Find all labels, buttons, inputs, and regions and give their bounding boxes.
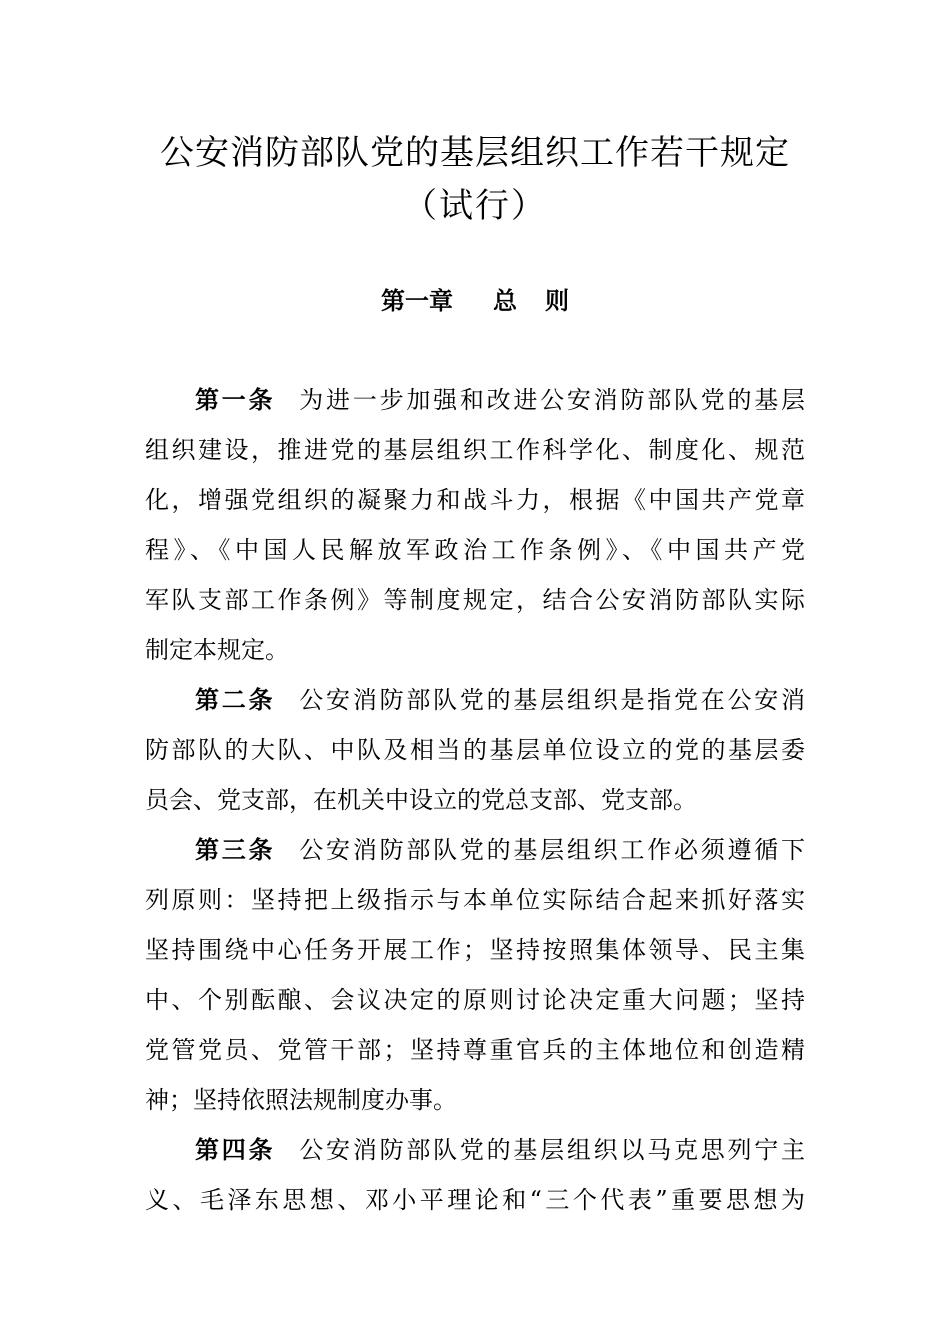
article-3-label: 第三条: [195, 836, 276, 864]
article-1-line: 化，增强党组织的凝聚力和战斗力，根据《中国共产党章: [145, 486, 805, 514]
article-4-line: 义、毛泽东思想、邓小平理论和“三个代表”重要思想为: [145, 1186, 805, 1214]
chapter-heading: [0, 284, 950, 318]
article-1-line: 制定本规定。: [145, 636, 289, 664]
article-2-line: 第二条 公安消防部队党的基层组织是指党在公安消: [195, 686, 805, 714]
article-3-line: 列原则：坚持把上级指示与本单位实际结合起来抓好落实: [145, 886, 805, 914]
article-2-label: 第二条: [195, 686, 276, 714]
chapter-number: 第一章: [381, 287, 453, 315]
article-3-line: 中、个别酝酿、会议决定的原则讨论决定重大问题；坚持: [145, 986, 805, 1014]
article-1-line: 程》、《中国人民解放军政治工作条例》、《中国共产党: [145, 536, 805, 564]
article-1-line: 组织建设，推进党的基层组织工作科学化、制度化、规范: [145, 436, 805, 464]
article-3-line: 党管党员、党管干部；坚持尊重官兵的主体地位和创造精: [145, 1036, 805, 1064]
article-4-line: 第四条 公安消防部队党的基层组织以马克思列宁主: [195, 1136, 805, 1164]
article-3-line: 坚持围绕中心任务开展工作；坚持按照集体领导、民主集: [145, 936, 805, 964]
chapter-name-second: 则: [545, 287, 569, 315]
article-1-line: 第一条 为进一步加强和改进公安消防部队党的基层: [195, 386, 805, 414]
article-3-line: 神；坚持依照法规制度办事。: [145, 1086, 457, 1114]
article-2-line: 防部队的大队、中队及相当的基层单位设立的党的基层委: [145, 736, 805, 764]
article-1-label: 第一条: [195, 386, 276, 414]
document-title: 公安消防部队党的基层组织工作若干规定: [160, 133, 790, 173]
chapter-name-first: 总: [493, 287, 517, 315]
document-subtitle: （试行）: [403, 186, 547, 226]
article-3-line: 第三条 公安消防部队党的基层组织工作必须遵循下: [195, 836, 805, 864]
article-2-line: 员会、党支部，在机关中设立的党总支部、党支部。: [145, 786, 697, 814]
article-4-label: 第四条: [195, 1136, 276, 1164]
article-1-line: 军队支部工作条例》等制度规定，结合公安消防部队实际: [145, 586, 805, 614]
